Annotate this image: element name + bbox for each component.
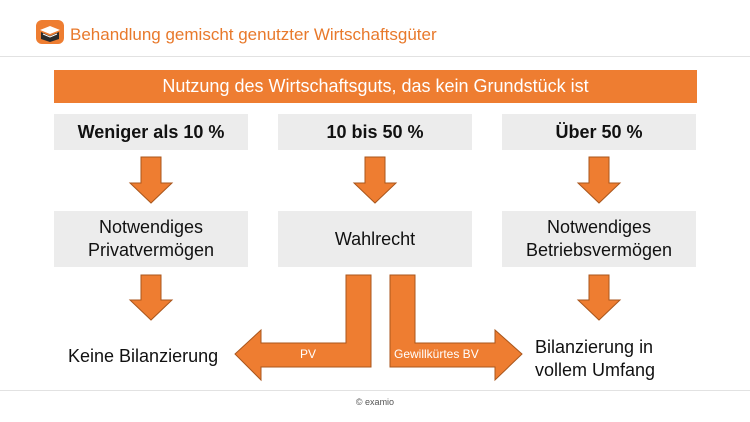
flow-label-gewillkuertes-bv: Gewillkürtes BV xyxy=(394,347,479,361)
bent-arrow-pv xyxy=(235,275,371,380)
result-left: Keine Bilanzierung xyxy=(68,346,219,366)
classification-box-middle: Wahlrecht xyxy=(278,211,472,267)
range-box-left: Weniger als 10 % xyxy=(54,114,248,150)
down-arrow-left-lower xyxy=(130,275,172,320)
down-arrow-left-upper xyxy=(130,157,172,203)
range-box-right: Über 50 % xyxy=(502,114,696,150)
usage-banner: Nutzung des Wirtschaftsguts, das kein Grundstück ist xyxy=(54,70,697,103)
classification-box-left: Notwendiges Privatvermögen xyxy=(54,211,248,267)
flow-label-pv: PV xyxy=(300,347,317,361)
classification-box-right: Notwendiges Betriebsvermögen xyxy=(502,211,696,267)
footer-copyright: © examio xyxy=(355,397,395,407)
down-arrow-right-lower xyxy=(578,275,620,320)
footer-divider xyxy=(0,390,750,391)
range-box-middle: 10 bis 50 % xyxy=(278,114,472,150)
result-right: Bilanzierung in vollem Umfang xyxy=(535,337,656,380)
down-arrow-middle-upper xyxy=(354,157,396,203)
down-arrow-right-upper xyxy=(578,157,620,203)
bent-arrow-gewillkuertes-bv xyxy=(390,275,522,380)
page-title: Behandlung gemischt genutzter Wirtschaftsgüter xyxy=(70,25,437,44)
